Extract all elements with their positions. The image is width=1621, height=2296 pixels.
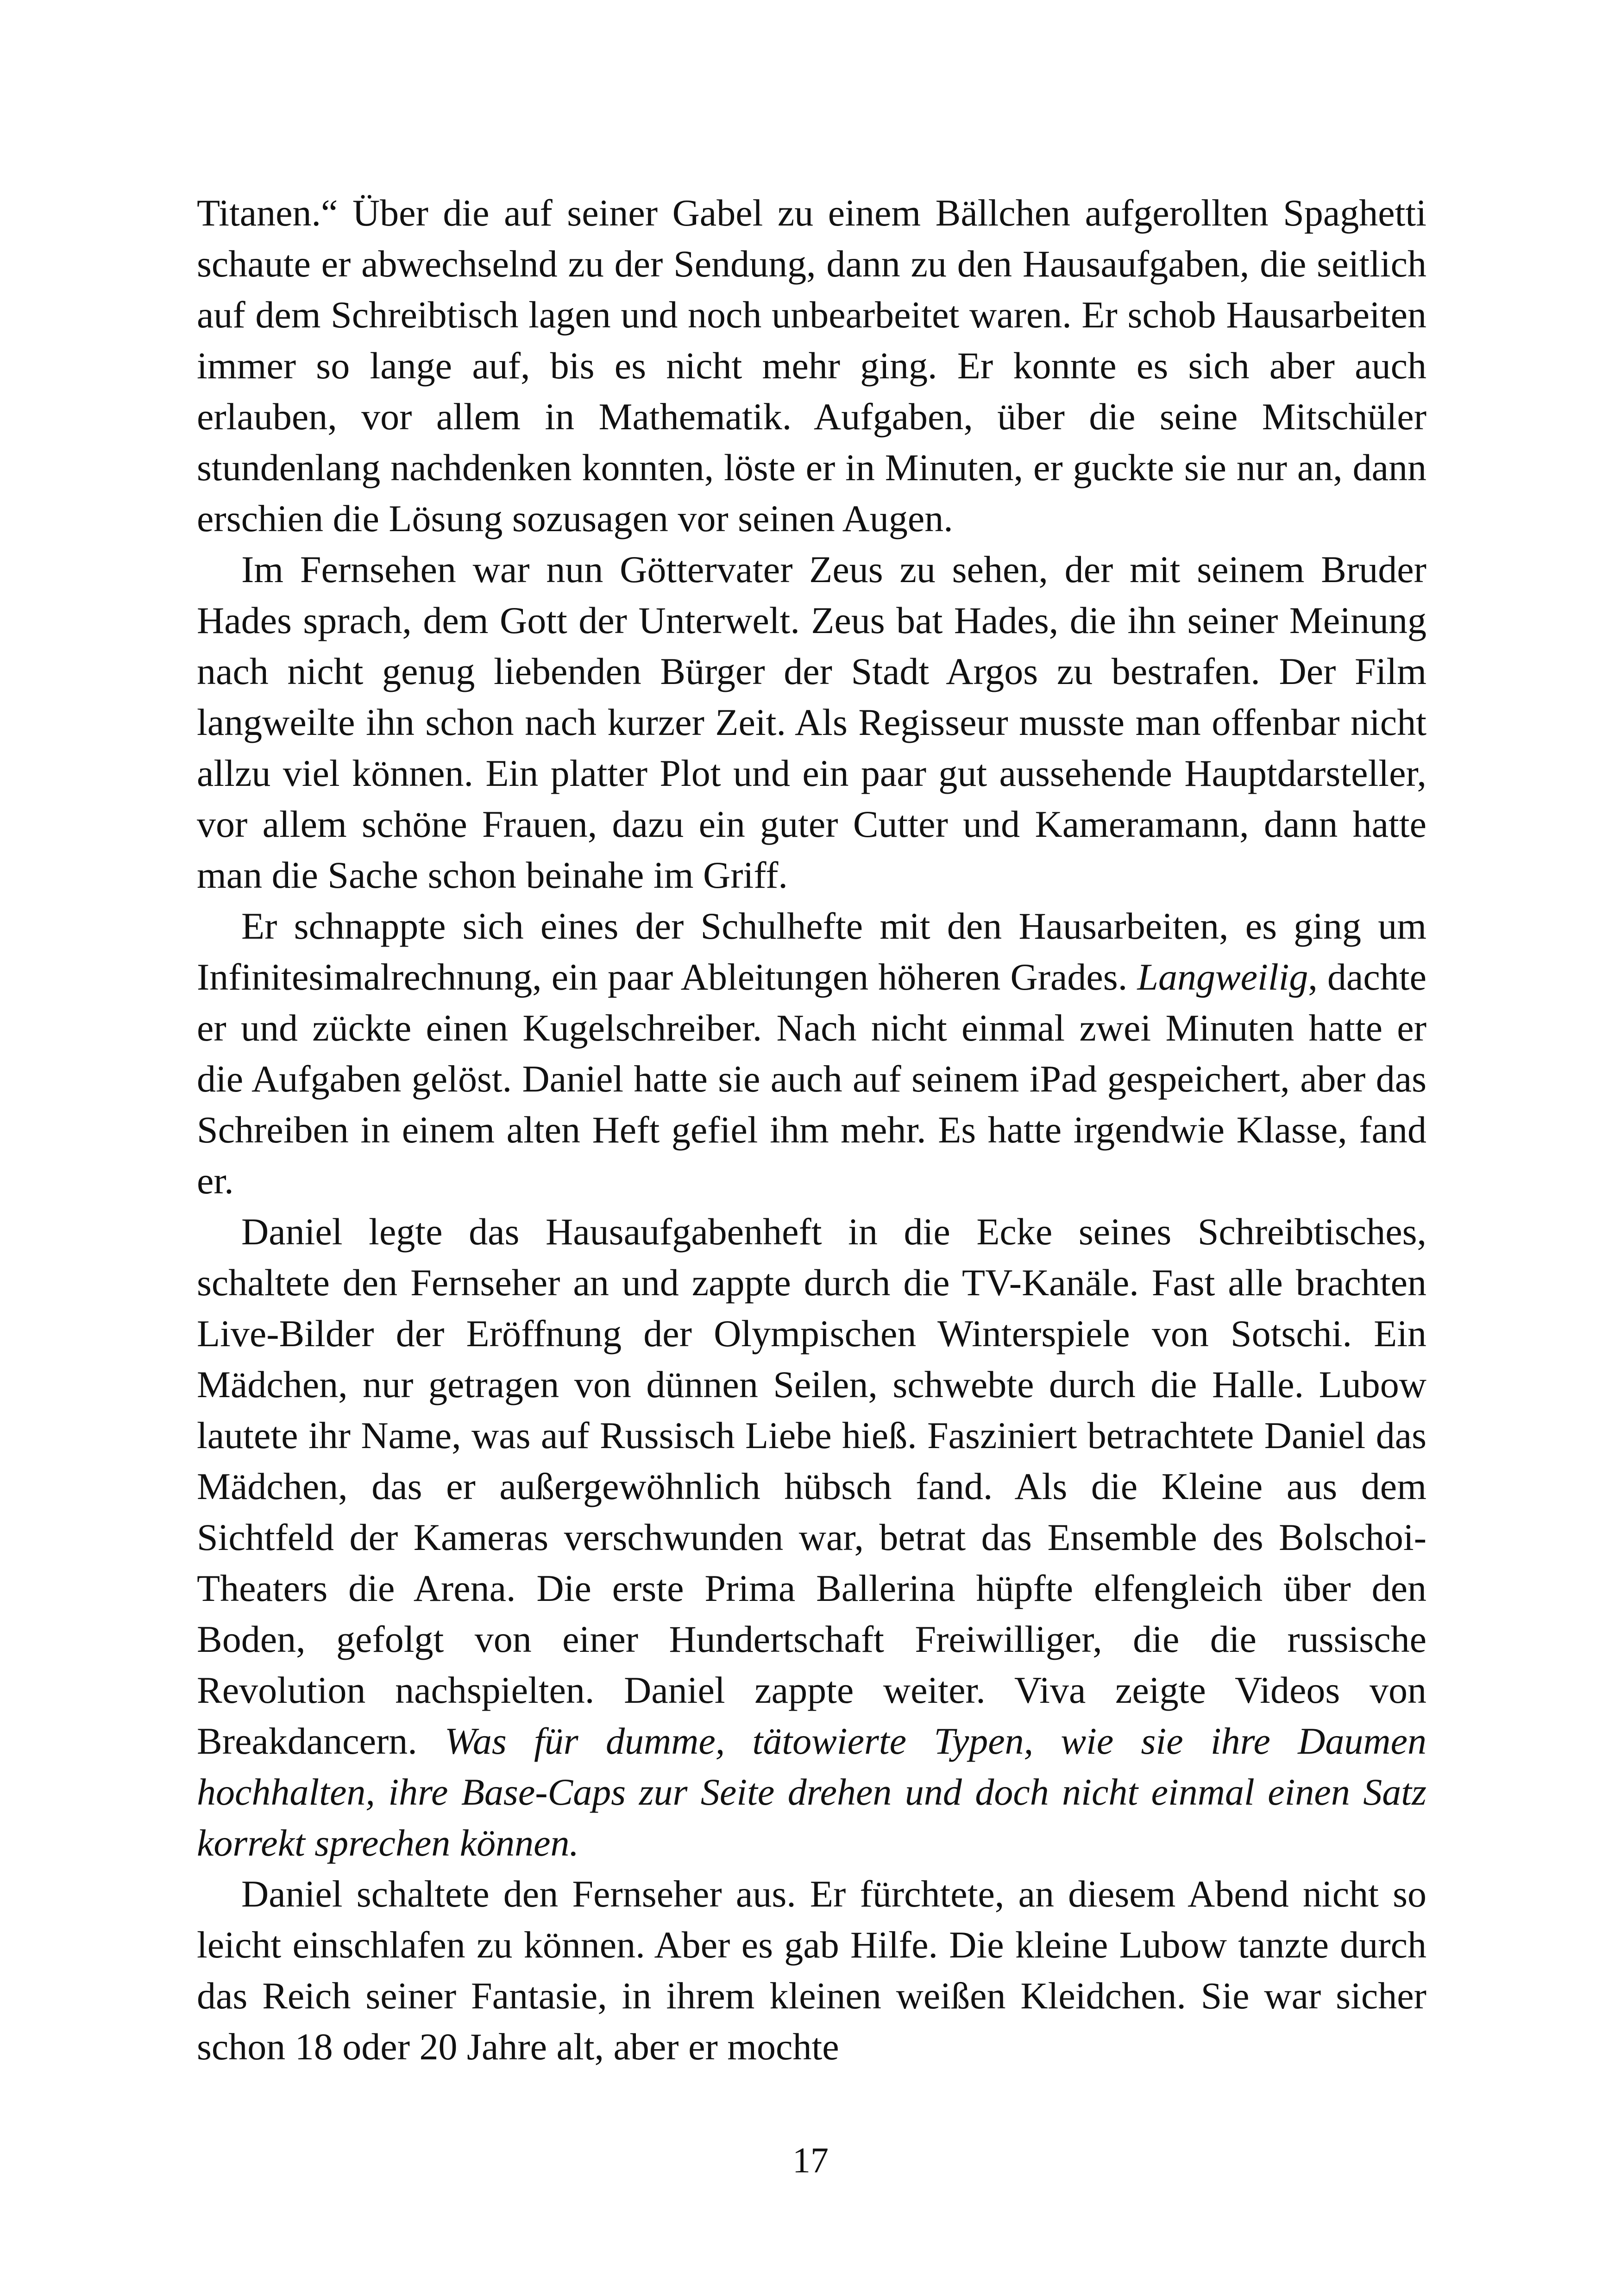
body-text: [197, 188, 1426, 2072]
paragraph-2: [197, 544, 1426, 901]
paragraph-3-italic: Langweilig: [1137, 956, 1308, 998]
paragraph-3: [197, 901, 1426, 1206]
paragraph-1: [197, 188, 1426, 544]
paragraph-4-italic: Was für dumme, tätowierte Typen, wie sie ihre Daumen hochhalten, ihre Base-Caps zur Seite drehen und doch nicht einmal einen Satz korrekt sprechen können.: [197, 1720, 1426, 1864]
paragraph-2-text: Im Fernsehen war nun Göttervater Zeus zu sehen, der mit seinem Bruder Hades sprach, dem Gott der Unterwelt. Zeus bat Hades, die ihn seiner Meinung nach nicht genug liebenden Bürger der Stadt Argos zu bestrafen. Der Film langweilte ihn schon nach kurzer Zeit. Als Regisseur musste man offenbar nicht allzu viel können. Ein platter Plot und ein paar gut aussehende Hauptdarsteller, vor allem schöne Frauen, dazu ein guter Cutter und Kameramann, dann hatte man die Sache schon beinahe im Griff.: [197, 548, 1426, 896]
paragraph-3-text-a: Er schnappte sich eines der Schulhefte mit den Hausarbeiten, es ging um Infinitesimalrechnung, ein paar Ableitungen höheren Grades.: [197, 905, 1426, 998]
paragraph-4: [197, 1206, 1426, 1869]
paragraph-3-text-b: , dachte er und zückte einen Kugelschreiber. Nach nicht einmal zwei Minuten hatte er die Aufgaben gelöst. Daniel hatte sie auch auf seinem iPad gespeichert, aber das Schreiben in einem alten Heft gefiel ihm mehr. Es hatte irgendwie Klasse, fand er.: [197, 956, 1426, 1202]
paragraph-5-text: Daniel schaltete den Fernseher aus. Er fürchtete, an diesem Abend nicht so leicht einschlafen zu können. Aber es gab Hilfe. Die kleine Lubow tanzte durch das Reich seiner Fantasie, in ihrem kleinen weißen Kleidchen. Sie war sicher schon 18 oder 20 Jahre alt, aber er mochte: [197, 1873, 1426, 2068]
paragraph-4-text: Daniel legte das Hausaufgabenheft in die Ecke seines Schreibtisches, schaltete den Fernseher an und zappte durch die TV-Kanäle. Fast alle brachten Live-Bilder der Eröffnung der Olympischen Winterspiele von Sotschi. Ein Mädchen, nur getragen von dünnen Seilen, schwebte durch die Halle. Lubow lautete ihr Name, was auf Russisch Liebe hieß. Fasziniert betrachtete Daniel das Mädchen, das er außergewöhnlich hübsch fand. Als die Kleine aus dem Sichtfeld der Kameras verschwunden war, betrat das Ensemble des Bolschoi-Theaters die Arena. Die erste Prima Ballerina hüpfte elfengleich über den Boden, gefolgt von einer Hundertschaft Freiwilliger, die die russische Revolution nachspielten. Daniel zappte weiter. Viva zeigte Videos von Breakdancern.: [197, 1211, 1426, 1762]
paragraph-5: [197, 1869, 1426, 2072]
page-number: 17: [792, 2140, 829, 2180]
paragraph-1-text: Titanen.“ Über die auf seiner Gabel zu einem Bällchen aufgerollten Spaghetti schaute er abwechselnd zu der Sendung, dann zu den Hausaufgaben, die seitlich auf dem Schreibtisch lagen und noch unbearbeitet waren. Er schob Hausarbeiten immer so lange auf, bis es nicht mehr ging. Er konnte es sich aber auch erlauben, vor allem in Mathematik. Aufgaben, über die seine Mitschüler stundenlang nachdenken konnten, löste er in Minuten, er guckte sie nur an, dann erschien die Lösung sozusagen vor seinen Augen.: [197, 192, 1426, 539]
